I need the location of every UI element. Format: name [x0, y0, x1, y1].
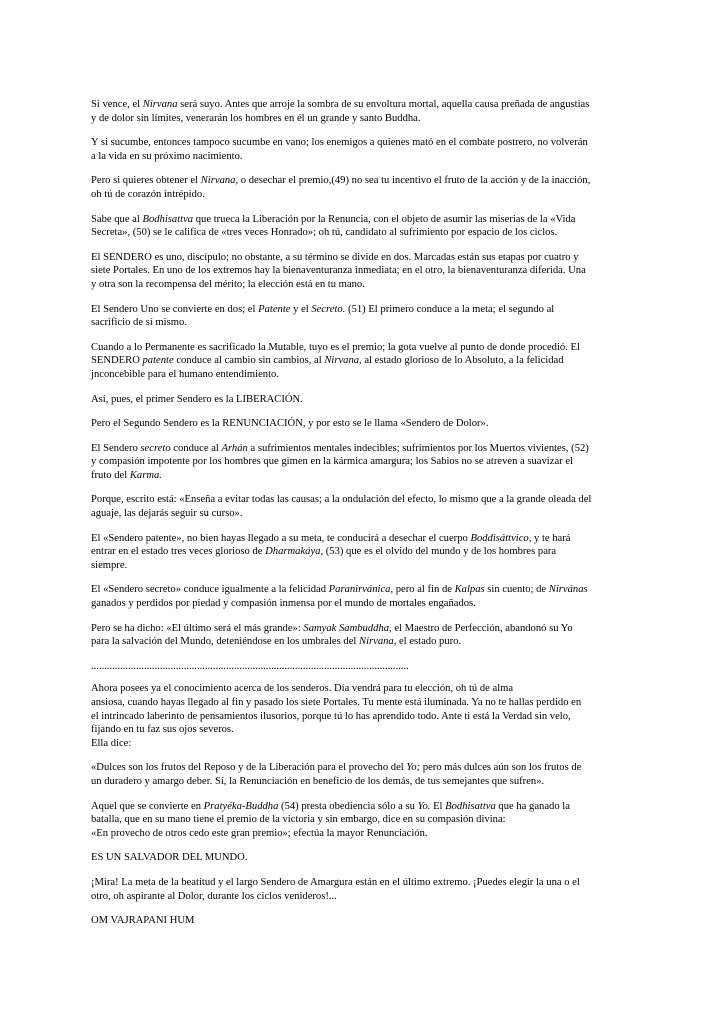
text-run: conduce al	[170, 442, 222, 454]
text-line	[91, 813, 638, 827]
text-run: pero al fin de	[393, 584, 455, 596]
italic-term: Bodhisattva	[445, 800, 496, 812]
text-run: y te hará	[531, 532, 571, 544]
text-line	[91, 622, 638, 636]
text-line	[91, 597, 638, 611]
text-line	[91, 532, 638, 546]
text-run: El Sendero	[91, 442, 141, 454]
italic-term: Secreto.	[311, 303, 346, 315]
italic-term: Yo.	[417, 800, 431, 812]
italic-term: Nirvana,	[324, 355, 362, 367]
text-line	[91, 635, 638, 649]
paragraph	[91, 876, 638, 903]
text-line	[91, 226, 638, 240]
text-run: otro, oh aspirante al Dolor, durante los ciclos venideros!...	[91, 890, 337, 902]
text-run: Así, pues, el primer Sendero es la LIBERACIÓN.	[91, 393, 303, 405]
italic-term: Karma.	[129, 469, 162, 481]
text-line	[91, 188, 638, 202]
text-line	[91, 696, 638, 710]
text-run: Si vence, el	[91, 99, 143, 110]
text-run: para la salvación del Mundo, deteniéndose en los umbrales del	[91, 636, 359, 648]
italic-term: Nirvánas	[548, 584, 588, 596]
text-line	[91, 559, 638, 573]
paragraph	[91, 417, 638, 431]
italic-term: Dharmakáya,	[265, 546, 324, 558]
paragraph	[91, 800, 638, 841]
text-run: que ha ganado la	[495, 800, 570, 812]
text-line	[91, 278, 638, 292]
text-line	[91, 174, 638, 188]
italic-term: Paranirvánica,	[328, 584, 394, 596]
text-run: (53) que es el olvido del mundo y de los hombres para	[323, 546, 557, 558]
text-run: fruto del	[91, 469, 130, 481]
text-run: entrar en el estado tres veces glorioso de	[91, 546, 266, 558]
text-run: siete Portales. En uno de los extremos hay la bienaventuranza inmediata; en el otro, la bienaventuranza diferida. Una	[91, 265, 586, 277]
text-line	[91, 493, 638, 507]
text-line	[91, 251, 638, 265]
text-run: Pero se ha dicho: «El último será el más grande»:	[91, 622, 304, 634]
text-run: el estado puro.	[396, 636, 462, 648]
text-line	[91, 890, 638, 904]
text-run: SENDERO	[91, 355, 143, 367]
text-line	[91, 583, 638, 597]
paragraph	[91, 682, 638, 750]
text-run: aguaje, las dejarás seguir su curso».	[91, 508, 243, 520]
text-run: y el	[290, 303, 312, 315]
paragraph	[91, 303, 638, 330]
italic-term: Samyak Sambuddha,	[303, 622, 392, 634]
text-run: siempre.	[91, 559, 128, 571]
italic-term: Yo;	[406, 762, 421, 774]
text-run: a sufrimientos mentales indecibles; sufrimientos por los Muertos vivientes, (52)	[247, 442, 589, 454]
text-line	[91, 800, 638, 814]
text-run: El SENDERO es uno, discípulo; no obstante, a su término se divide en dos. Marcadas están sus etapas por cuatro y	[91, 251, 579, 263]
text-run: ES UN SALVADOR DEL MUNDO.	[91, 852, 248, 864]
text-run: a la vida en su próximo nacimiento.	[91, 150, 243, 162]
text-line	[91, 761, 638, 775]
paragraph	[91, 622, 638, 649]
text-run: El «Sendero patente», no bien hayas llegado a su meta, te conducirá a desechar el cuerpo	[91, 532, 471, 544]
italic-term: secreto	[140, 442, 171, 454]
text-line	[91, 507, 638, 521]
text-run: Pero el Segundo Sendero es la RENUNCIACIÓN, y por esto se le llama «Sendero de Dolor».	[91, 418, 489, 430]
italic-term: patente	[142, 355, 174, 367]
text-line	[91, 545, 638, 559]
text-line	[91, 710, 638, 724]
text-run: será suyo. Antes que arroje la sombra de su envoltura mortal, aquella causa preñada de angustias	[177, 99, 590, 110]
text-run: un duradero y amargo deber. Sí, la Renunciación en beneficio de los demás, de tus semejantes que sufren».	[91, 775, 545, 787]
text-run: (51) El primero conduce a la meta; el segundo al	[345, 303, 555, 315]
paragraph	[91, 761, 638, 788]
text-run: Y si sucumbe, entonces tampoco sucumbe en vano; los enemigos a quienes mató en el combate postrero, no volverán	[91, 137, 588, 149]
text-line	[91, 876, 638, 890]
italic-term: Arhán	[221, 442, 248, 454]
italic-term: Nirvana,	[200, 175, 239, 187]
text-run: «Dulces son los frutos del Reposo y de la Liberación para el provecho del	[91, 762, 407, 774]
text-run: el intrincado laberinto de pensamientos ilusorios, porque tú lo has aprendido todo. Ante ti está la Verdad sin velo,	[91, 710, 571, 722]
text-run: «En provecho de otros cedo este gran premio»; efectúa la mayor Renunciación.	[91, 827, 428, 839]
text-line	[91, 354, 638, 368]
text-run: pero más dulces aún son los frutos de	[420, 762, 582, 774]
text-run: Ella dice:	[91, 737, 132, 749]
text-line	[91, 150, 638, 164]
text-run: ¡Mira! La meta de la beatitud y el largo Sendero de Amargura están en el último extremo. ¡Puedes elegir la una o el	[91, 876, 580, 888]
text-run: batalla, que en su mano tiene el premio de la victoria y sin embargo, dice en su compasión divina:	[91, 814, 506, 826]
text-run: Ahora posees ya el conocimiento acerca de los senderos. Día vendrá para tu elección, oh tú de alma	[91, 683, 514, 695]
text-run: Cuando a lo Permanente es sacrificado la Mutable, tuyo es el premio; la gota vuelve al punto de donde procedió. El	[91, 341, 580, 353]
text-run: al estado glorioso de lo Absoluto, a la felicidad	[361, 355, 564, 367]
text-run: que trueca la Liberación por la Renuncia, con el objeto de asumir las miserias de la «Vida	[193, 213, 576, 225]
text-line	[91, 417, 638, 431]
italic-term: Boddisáttvico,	[470, 532, 532, 544]
text-run: o desechar el premio,(49) no sea tu incentivo el fruto de la acción y de la inacción,	[238, 175, 591, 187]
text-run: jnconcebible para el humano entendimiento.	[91, 368, 279, 380]
text-run: y otra son la recompensa del mérito; la elección está en tu mano.	[91, 278, 365, 290]
text-run: y compasión impotente por los hombres que gimen en la kármica amargura; los Sabios no se atreven a suavizar el	[91, 456, 573, 468]
italic-term: Pratyéka-Buddha	[203, 800, 279, 812]
text-run: El Sendero Uno se convierte en dos; el	[91, 303, 259, 315]
paragraph	[91, 251, 638, 292]
text-line	[91, 264, 638, 278]
paragraph	[91, 341, 638, 382]
text-line	[91, 136, 638, 150]
text-run: Aquel que se convierte en	[91, 800, 204, 812]
text-run: sacrificio de sí mismo.	[91, 317, 187, 329]
text-line	[91, 851, 638, 865]
text-line	[91, 316, 638, 330]
text-run: El «Sendero secreto» conduce igualmente a la felicidad	[91, 584, 329, 596]
paragraph	[91, 393, 638, 407]
paragraph	[91, 914, 638, 928]
text-line	[91, 112, 638, 126]
text-line	[91, 469, 638, 483]
text-run: ........................................................................................................................	[91, 660, 409, 672]
text-line	[91, 442, 638, 456]
text-run: OM VAJRAPANI HUM	[91, 915, 195, 927]
text-run: Pero si quieres obtener el	[91, 175, 201, 187]
paragraph	[91, 493, 638, 520]
text-line	[91, 827, 638, 841]
paragraph	[91, 532, 638, 573]
paragraph	[91, 442, 638, 483]
text-run: sin cuento; de	[484, 584, 549, 596]
text-run: ansiosa, cuando hayas llegado al fin y pasado los siete Portales. Tu mente está iluminada. Ya no te hallas perdido en	[91, 697, 582, 708]
text-run: Sabe que al	[91, 213, 143, 225]
text-run: el Maestro de Perfección, abandonó su Yo	[391, 622, 573, 634]
paragraph	[91, 136, 638, 163]
text-run: El	[430, 800, 446, 812]
italic-term: Patente	[258, 303, 291, 315]
text-line	[91, 723, 638, 737]
text-run: Secreta», (50) se le califica de «tres veces Honrado»; oh tú, candidato al sufrimiento por espacio de los ciclos.	[91, 227, 558, 239]
text-line	[91, 368, 638, 382]
text-run: ganados y perdidos por piedad y compasión inmensa por el mundo de mortales engañados.	[91, 598, 476, 610]
text-run: fijando en tu faz sus ojos severos.	[91, 724, 234, 736]
text-line	[91, 660, 638, 674]
text-run: oh tú de corazón intrépido.	[91, 188, 205, 200]
text-line	[91, 682, 638, 696]
italic-term: Nirvana,	[359, 636, 397, 648]
text-line	[91, 213, 638, 227]
italic-term: Bodhisattva	[142, 213, 194, 225]
text-line	[91, 341, 638, 355]
text-line	[91, 393, 638, 407]
italic-term: Kalpas	[454, 584, 485, 596]
paragraph	[91, 174, 638, 201]
paragraph	[91, 98, 638, 125]
text-run: y de dolor sin límites, venerarán los hombres en él un grande y santo Buddha.	[91, 112, 421, 124]
text-line	[91, 98, 638, 112]
text-run: (54) presta obediencia sólo a su	[278, 800, 418, 812]
text-line	[91, 455, 638, 469]
text-line	[91, 737, 638, 751]
paragraph	[91, 851, 638, 865]
paragraph	[91, 213, 638, 240]
paragraph	[91, 583, 638, 610]
text-run: Porque, escrito está: «Enseña a evitar todas las causas; a la ondulación del efecto, lo mismo que a la grande oleada del	[91, 494, 592, 506]
text-line	[91, 303, 638, 317]
text-line	[91, 775, 638, 789]
text-run: conduce al cambio sin cambios, al	[173, 355, 325, 367]
italic-term: Nirvana	[142, 99, 178, 110]
text-line	[91, 914, 638, 928]
section-separator	[91, 660, 638, 674]
